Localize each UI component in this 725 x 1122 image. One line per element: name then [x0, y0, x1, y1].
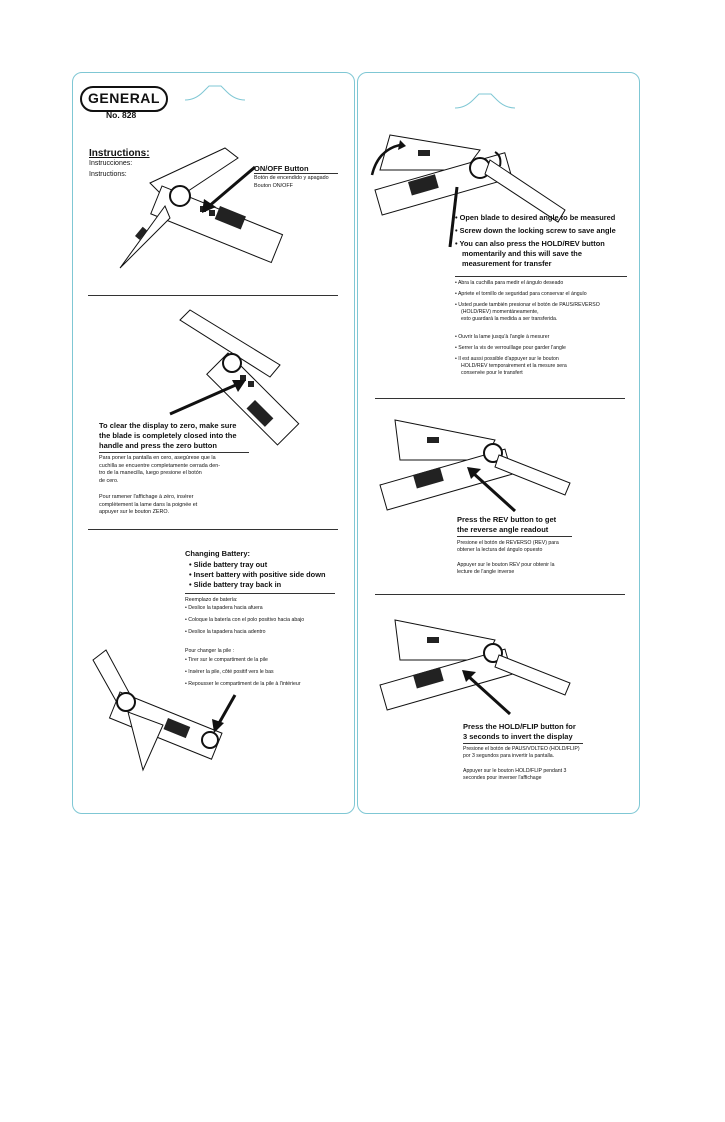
hanger-tab-right-icon: [455, 94, 515, 110]
model-number: No. 828: [106, 110, 137, 120]
hold-arrow-icon: [460, 668, 515, 718]
instructions-title: Instructions:: [89, 148, 150, 159]
battery-arrow-icon: [210, 693, 240, 733]
battery-heading: Changing Battery:: [185, 549, 251, 558]
hold-fr: Appuyer sur le bouton HOLD/FLIP pendant 3 secondes pour inverser l'affichage: [463, 768, 567, 781]
hold-heading: Press the HOLD/FLIP button for 3 seconds to invert the display: [463, 722, 576, 741]
open-bullets: • Open blade to desired angle to be measured • Screw down the locking screw to save angle • You can also press the HOLD/REV button momentarily and this will save the measurement for transfer: [455, 213, 616, 268]
zero-heading: To clear the display to zero, make sure the blade is completely closed into the handle and press the zero button: [99, 421, 237, 450]
onoff-heading: ON/OFF Button: [254, 164, 309, 173]
brand-logo: GENERAL: [80, 86, 168, 112]
open-fr: • Ouvrir la lame jusqu'à l'angle à mesurer • Serrer la vis de verrouillage pour garder l'angle • Il est aussi possible d'appuyer sur le bouton HOLD/REV temporairement et la mesure sera conservée pour le transfert: [455, 334, 567, 376]
battery-es: • Deslice la tapadera hacia afuera • Coloque la batería con el polo positivo hacia abajo • Deslice la tapadera hacia adentro: [185, 605, 305, 635]
battery-es-heading: Reemplazo de batería:: [185, 597, 238, 603]
rev-heading: Press the REV button to get the reverse angle readout: [457, 515, 557, 534]
instructions-title-es: Instrucciones:: [89, 160, 133, 167]
zero-fr: Pour ramener l'affichage à zéro, insérer complètement la lame dans la poignée et appuyer sur le bouton ZERO.: [99, 494, 198, 515]
rev-arrow-icon: [465, 465, 520, 515]
zero-es: Para poner la pantalla en cero, asegúrese que la cuchilla se encuentre completamente cerrada den- tro de la manecilla, luego presione el botón de cero.: [99, 455, 221, 484]
battery-fr: • Tirer sur le compartiment de la pile • Insérer la pile, côté positif vers le bas • Repousser le compartiment de la pile à l'intérieur: [185, 657, 301, 687]
rev-fr: Appuyer sur le bouton REV pour obtenir la lecture de l'angle inverse: [457, 562, 555, 575]
onoff-fr: Bouton ON/OFF: [254, 183, 293, 189]
zero-arrow-icon: [168, 378, 248, 418]
battery-bullets: • Slide battery tray out • Insert battery with positive side down • Slide battery tray back in: [189, 560, 326, 589]
onoff-es: Botón de encendido y apagado: [254, 175, 329, 181]
rev-es: Presione el botón de REVERSO (REV) para obtener la lectura del ángulo opuesto: [457, 540, 559, 553]
instructions-title-fr: Instructions:: [89, 171, 127, 178]
hanger-tab-left-icon: [185, 86, 245, 102]
onoff-arrow-icon: [200, 165, 260, 215]
open-es: • Abra la cuchilla para medir el ángulo deseado • Apriete el tornillo de seguridad para conservar el ángulo • Usted puede también presionar el botón de PAUS/REVERSO (HOLD/REV) momentáneamente, esto guardará la medida a ser transferida.: [455, 280, 600, 322]
battery-fr-heading: Pour changer la pile :: [185, 648, 235, 654]
hold-es: Presione el botón de PAUS/VOLTEO (HOLD/FLIP) por 3 segundos para invertir la pantalla.: [463, 746, 580, 759]
